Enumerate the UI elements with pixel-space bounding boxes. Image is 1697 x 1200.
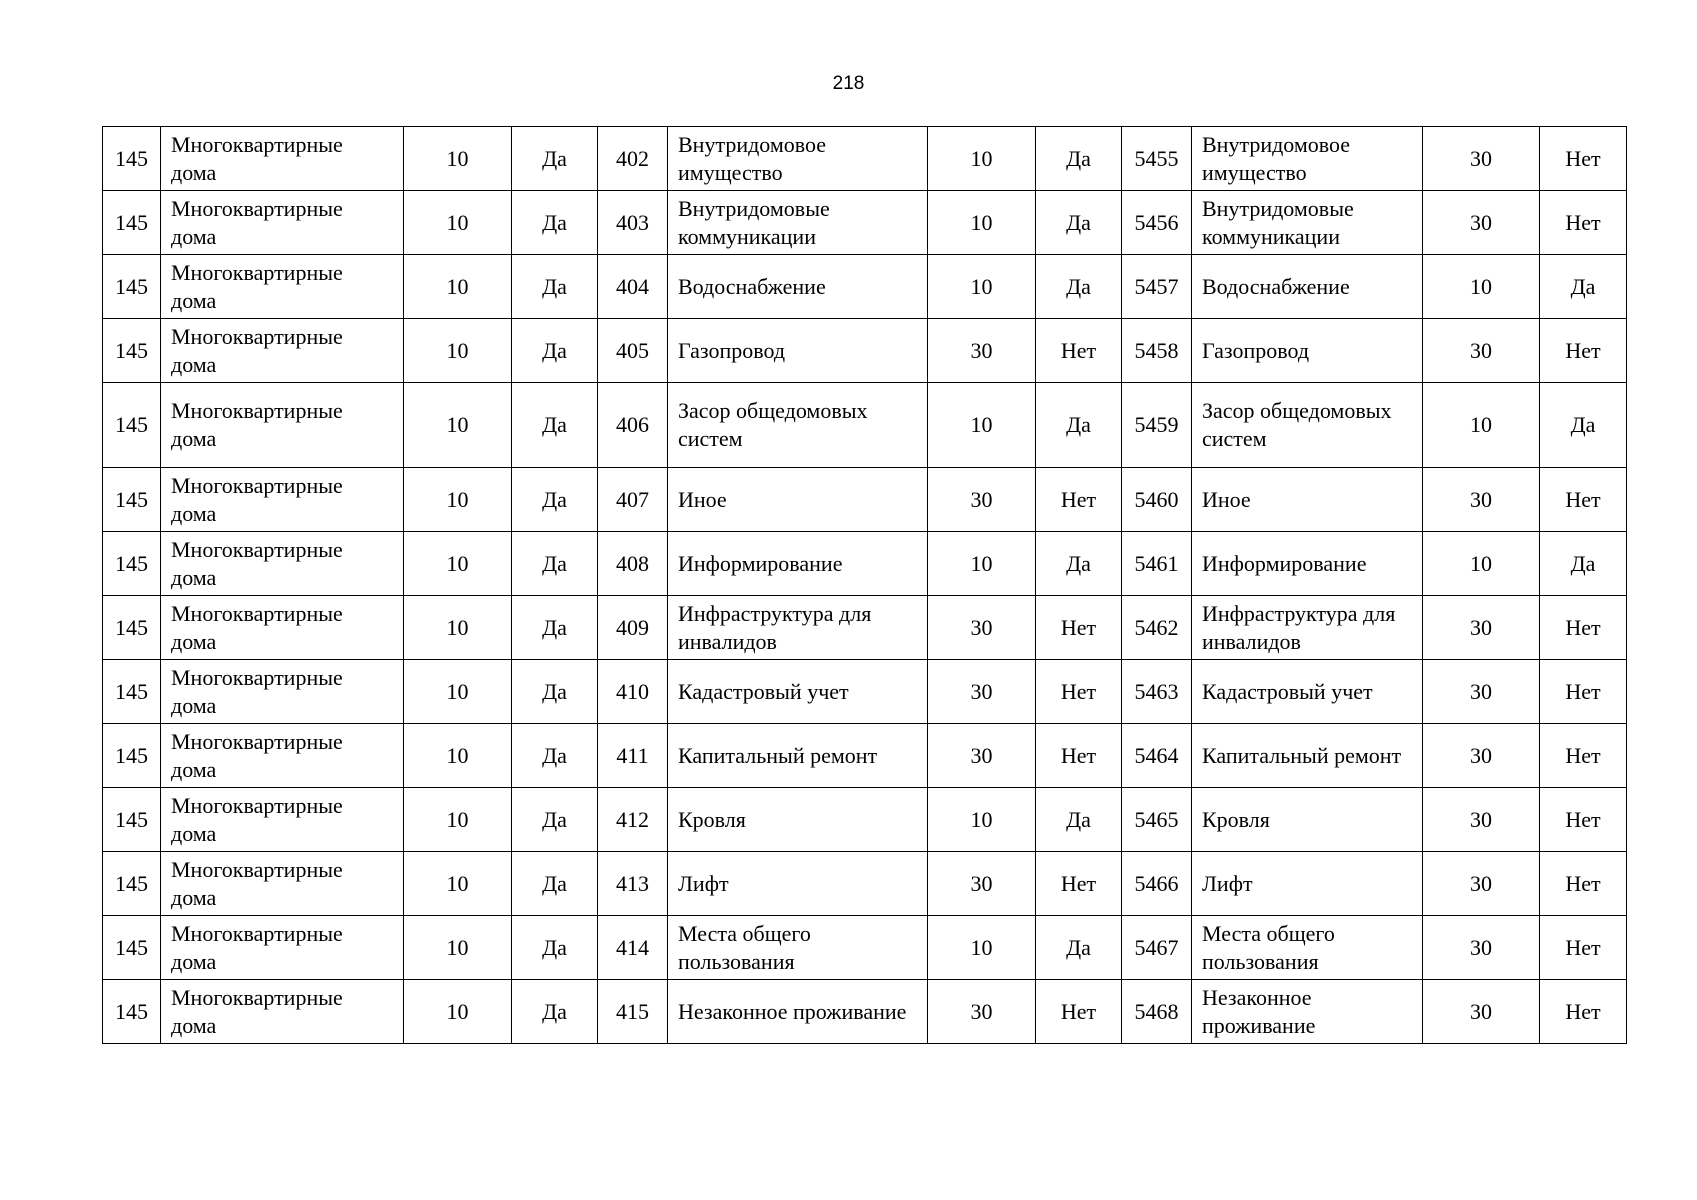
cell-subtopic-name: Информирование bbox=[1192, 532, 1423, 596]
cell-subtopic-code: 5455 bbox=[1122, 127, 1192, 191]
cell-topic-days: 30 bbox=[928, 852, 1036, 916]
table-row bbox=[103, 532, 1627, 596]
cell-category-name: Многоквартирные дома bbox=[161, 468, 404, 532]
cell-subtopic-flag: Нет bbox=[1540, 916, 1627, 980]
cell-subtopic-flag: Да bbox=[1540, 383, 1627, 468]
cell-subtopic-flag: Да bbox=[1540, 255, 1627, 319]
table-row bbox=[103, 852, 1627, 916]
cell-subtopic-days: 30 bbox=[1423, 127, 1540, 191]
cell-topic-name: Незаконное проживание bbox=[668, 980, 928, 1044]
cell-category-name: Многоквартирные дома bbox=[161, 788, 404, 852]
cell-subtopic-name: Засор общедомовых систем bbox=[1192, 383, 1423, 468]
cell-category-days: 10 bbox=[404, 468, 512, 532]
cell-topic-flag: Нет bbox=[1036, 980, 1122, 1044]
cell-topic-days: 30 bbox=[928, 980, 1036, 1044]
cell-topic-flag: Да bbox=[1036, 916, 1122, 980]
cell-category-code: 145 bbox=[103, 532, 161, 596]
cell-topic-days: 10 bbox=[928, 788, 1036, 852]
cell-category-flag: Да bbox=[512, 724, 598, 788]
cell-topic-name: Лифт bbox=[668, 852, 928, 916]
cell-topic-flag: Да bbox=[1036, 191, 1122, 255]
cell-subtopic-code: 5459 bbox=[1122, 383, 1192, 468]
cell-topic-code: 412 bbox=[598, 788, 668, 852]
cell-category-name: Многоквартирные дома bbox=[161, 596, 404, 660]
table-body bbox=[103, 127, 1627, 1044]
cell-topic-days: 30 bbox=[928, 724, 1036, 788]
cell-subtopic-days: 10 bbox=[1423, 255, 1540, 319]
cell-category-code: 145 bbox=[103, 788, 161, 852]
cell-category-days: 10 bbox=[404, 980, 512, 1044]
cell-topic-days: 10 bbox=[928, 191, 1036, 255]
cell-topic-code: 404 bbox=[598, 255, 668, 319]
cell-subtopic-flag: Нет bbox=[1540, 596, 1627, 660]
table-row bbox=[103, 127, 1627, 191]
cell-topic-code: 414 bbox=[598, 916, 668, 980]
cell-topic-flag: Да bbox=[1036, 788, 1122, 852]
cell-category-name: Многоквартирные дома bbox=[161, 980, 404, 1044]
cell-subtopic-flag: Нет bbox=[1540, 319, 1627, 383]
cell-category-code: 145 bbox=[103, 596, 161, 660]
cell-category-flag: Да bbox=[512, 383, 598, 468]
cell-subtopic-name: Инфраструктура для инвалидов bbox=[1192, 596, 1423, 660]
cell-topic-name: Места общего пользования bbox=[668, 916, 928, 980]
cell-category-code: 145 bbox=[103, 660, 161, 724]
cell-topic-code: 409 bbox=[598, 596, 668, 660]
page-number: 218 bbox=[832, 73, 865, 94]
cell-subtopic-flag: Нет bbox=[1540, 127, 1627, 191]
cell-category-days: 10 bbox=[404, 916, 512, 980]
cell-topic-days: 10 bbox=[928, 127, 1036, 191]
cell-category-code: 145 bbox=[103, 127, 161, 191]
cell-subtopic-name: Кадастровый учет bbox=[1192, 660, 1423, 724]
cell-category-flag: Да bbox=[512, 596, 598, 660]
cell-category-name: Многоквартирные дома bbox=[161, 191, 404, 255]
cell-category-name: Многоквартирные дома bbox=[161, 127, 404, 191]
cell-subtopic-code: 5456 bbox=[1122, 191, 1192, 255]
cell-category-name: Многоквартирные дома bbox=[161, 852, 404, 916]
table-row bbox=[103, 724, 1627, 788]
cell-topic-days: 10 bbox=[928, 383, 1036, 468]
cell-subtopic-days: 10 bbox=[1423, 383, 1540, 468]
cell-topic-days: 10 bbox=[928, 532, 1036, 596]
cell-subtopic-code: 5460 bbox=[1122, 468, 1192, 532]
cell-topic-days: 30 bbox=[928, 319, 1036, 383]
table-row bbox=[103, 468, 1627, 532]
cell-topic-name: Кадастровый учет bbox=[668, 660, 928, 724]
cell-subtopic-code: 5468 bbox=[1122, 980, 1192, 1044]
cell-category-days: 10 bbox=[404, 788, 512, 852]
cell-subtopic-name: Иное bbox=[1192, 468, 1423, 532]
cell-subtopic-code: 5466 bbox=[1122, 852, 1192, 916]
cell-subtopic-code: 5463 bbox=[1122, 660, 1192, 724]
cell-subtopic-days: 30 bbox=[1423, 724, 1540, 788]
cell-subtopic-days: 10 bbox=[1423, 532, 1540, 596]
table-row bbox=[103, 255, 1627, 319]
cell-topic-flag: Нет bbox=[1036, 596, 1122, 660]
cell-topic-name: Газопровод bbox=[668, 319, 928, 383]
cell-subtopic-days: 30 bbox=[1423, 980, 1540, 1044]
cell-subtopic-flag: Нет bbox=[1540, 788, 1627, 852]
cell-topic-flag: Нет bbox=[1036, 852, 1122, 916]
cell-subtopic-flag: Нет bbox=[1540, 191, 1627, 255]
cell-category-name: Многоквартирные дома bbox=[161, 660, 404, 724]
cell-topic-flag: Да bbox=[1036, 532, 1122, 596]
cell-subtopic-name: Капитальный ремонт bbox=[1192, 724, 1423, 788]
cell-topic-code: 402 bbox=[598, 127, 668, 191]
cell-topic-name: Кровля bbox=[668, 788, 928, 852]
cell-category-code: 145 bbox=[103, 980, 161, 1044]
cell-topic-name: Капитальный ремонт bbox=[668, 724, 928, 788]
cell-category-code: 145 bbox=[103, 852, 161, 916]
cell-subtopic-name: Места общего пользования bbox=[1192, 916, 1423, 980]
cell-subtopic-days: 30 bbox=[1423, 319, 1540, 383]
cell-topic-code: 415 bbox=[598, 980, 668, 1044]
cell-topic-days: 10 bbox=[928, 255, 1036, 319]
cell-category-flag: Да bbox=[512, 191, 598, 255]
cell-subtopic-code: 5461 bbox=[1122, 532, 1192, 596]
cell-subtopic-name: Незаконное проживание bbox=[1192, 980, 1423, 1044]
cell-category-code: 145 bbox=[103, 319, 161, 383]
cell-category-flag: Да bbox=[512, 468, 598, 532]
cell-subtopic-days: 30 bbox=[1423, 852, 1540, 916]
cell-subtopic-name: Кровля bbox=[1192, 788, 1423, 852]
cell-subtopic-name: Внутридомовое имущество bbox=[1192, 127, 1423, 191]
cell-topic-code: 413 bbox=[598, 852, 668, 916]
cell-category-days: 10 bbox=[404, 532, 512, 596]
cell-category-days: 10 bbox=[404, 596, 512, 660]
cell-category-flag: Да bbox=[512, 916, 598, 980]
cell-category-flag: Да bbox=[512, 532, 598, 596]
cell-subtopic-flag: Нет bbox=[1540, 724, 1627, 788]
cell-topic-code: 406 bbox=[598, 383, 668, 468]
cell-category-days: 10 bbox=[404, 383, 512, 468]
cell-category-flag: Да bbox=[512, 127, 598, 191]
cell-category-days: 10 bbox=[404, 255, 512, 319]
cell-category-days: 10 bbox=[404, 319, 512, 383]
cell-topic-name: Иное bbox=[668, 468, 928, 532]
cell-category-days: 10 bbox=[404, 127, 512, 191]
cell-topic-name: Внутридомовое имущество bbox=[668, 127, 928, 191]
cell-subtopic-days: 30 bbox=[1423, 468, 1540, 532]
cell-topic-name: Водоснабжение bbox=[668, 255, 928, 319]
data-table bbox=[102, 126, 1627, 1044]
cell-category-name: Многоквартирные дома bbox=[161, 383, 404, 468]
cell-subtopic-days: 30 bbox=[1423, 660, 1540, 724]
table-row bbox=[103, 191, 1627, 255]
cell-subtopic-name: Водоснабжение bbox=[1192, 255, 1423, 319]
cell-category-name: Многоквартирные дома bbox=[161, 916, 404, 980]
cell-category-code: 145 bbox=[103, 724, 161, 788]
cell-category-name: Многоквартирные дома bbox=[161, 724, 404, 788]
cell-subtopic-days: 30 bbox=[1423, 191, 1540, 255]
cell-topic-flag: Нет bbox=[1036, 660, 1122, 724]
cell-subtopic-flag: Нет bbox=[1540, 468, 1627, 532]
cell-topic-code: 405 bbox=[598, 319, 668, 383]
cell-topic-name: Информирование bbox=[668, 532, 928, 596]
table-row bbox=[103, 788, 1627, 852]
table-row bbox=[103, 383, 1627, 468]
cell-category-flag: Да bbox=[512, 980, 598, 1044]
cell-topic-flag: Да bbox=[1036, 127, 1122, 191]
cell-topic-code: 410 bbox=[598, 660, 668, 724]
cell-category-days: 10 bbox=[404, 724, 512, 788]
cell-subtopic-code: 5462 bbox=[1122, 596, 1192, 660]
cell-topic-days: 10 bbox=[928, 916, 1036, 980]
cell-topic-code: 407 bbox=[598, 468, 668, 532]
cell-subtopic-flag: Нет bbox=[1540, 980, 1627, 1044]
table-row bbox=[103, 596, 1627, 660]
cell-subtopic-code: 5464 bbox=[1122, 724, 1192, 788]
cell-topic-flag: Нет bbox=[1036, 724, 1122, 788]
cell-category-flag: Да bbox=[512, 255, 598, 319]
cell-subtopic-days: 30 bbox=[1423, 596, 1540, 660]
cell-subtopic-name: Лифт bbox=[1192, 852, 1423, 916]
table-row bbox=[103, 319, 1627, 383]
cell-topic-days: 30 bbox=[928, 660, 1036, 724]
cell-category-code: 145 bbox=[103, 255, 161, 319]
cell-subtopic-code: 5457 bbox=[1122, 255, 1192, 319]
cell-subtopic-code: 5458 bbox=[1122, 319, 1192, 383]
cell-subtopic-flag: Нет bbox=[1540, 660, 1627, 724]
cell-subtopic-name: Внутридомовые коммуникации bbox=[1192, 191, 1423, 255]
cell-subtopic-code: 5465 bbox=[1122, 788, 1192, 852]
cell-topic-code: 403 bbox=[598, 191, 668, 255]
cell-topic-flag: Да bbox=[1036, 255, 1122, 319]
cell-category-days: 10 bbox=[404, 852, 512, 916]
cell-subtopic-flag: Нет bbox=[1540, 852, 1627, 916]
cell-topic-flag: Нет bbox=[1036, 468, 1122, 532]
cell-subtopic-name: Газопровод bbox=[1192, 319, 1423, 383]
table-row bbox=[103, 660, 1627, 724]
cell-category-flag: Да bbox=[512, 852, 598, 916]
cell-category-code: 145 bbox=[103, 916, 161, 980]
cell-category-flag: Да bbox=[512, 319, 598, 383]
cell-topic-flag: Нет bbox=[1036, 319, 1122, 383]
cell-subtopic-code: 5467 bbox=[1122, 916, 1192, 980]
cell-topic-days: 30 bbox=[928, 468, 1036, 532]
cell-category-name: Многоквартирные дома bbox=[161, 319, 404, 383]
cell-topic-code: 411 bbox=[598, 724, 668, 788]
cell-category-days: 10 bbox=[404, 660, 512, 724]
cell-category-name: Многоквартирные дома bbox=[161, 532, 404, 596]
cell-category-name: Многоквартирные дома bbox=[161, 255, 404, 319]
cell-topic-name: Засор общедомовых систем bbox=[668, 383, 928, 468]
cell-topic-flag: Да bbox=[1036, 383, 1122, 468]
cell-topic-code: 408 bbox=[598, 532, 668, 596]
cell-subtopic-days: 30 bbox=[1423, 916, 1540, 980]
table-row bbox=[103, 980, 1627, 1044]
cell-topic-days: 30 bbox=[928, 596, 1036, 660]
cell-topic-name: Инфраструктура для инвалидов bbox=[668, 596, 928, 660]
cell-category-days: 10 bbox=[404, 191, 512, 255]
cell-category-code: 145 bbox=[103, 468, 161, 532]
table-row bbox=[103, 916, 1627, 980]
cell-category-flag: Да bbox=[512, 660, 598, 724]
cell-subtopic-days: 30 bbox=[1423, 788, 1540, 852]
cell-topic-name: Внутридомовые коммуникации bbox=[668, 191, 928, 255]
cell-subtopic-flag: Да bbox=[1540, 532, 1627, 596]
cell-category-code: 145 bbox=[103, 383, 161, 468]
cell-category-flag: Да bbox=[512, 788, 598, 852]
cell-category-code: 145 bbox=[103, 191, 161, 255]
